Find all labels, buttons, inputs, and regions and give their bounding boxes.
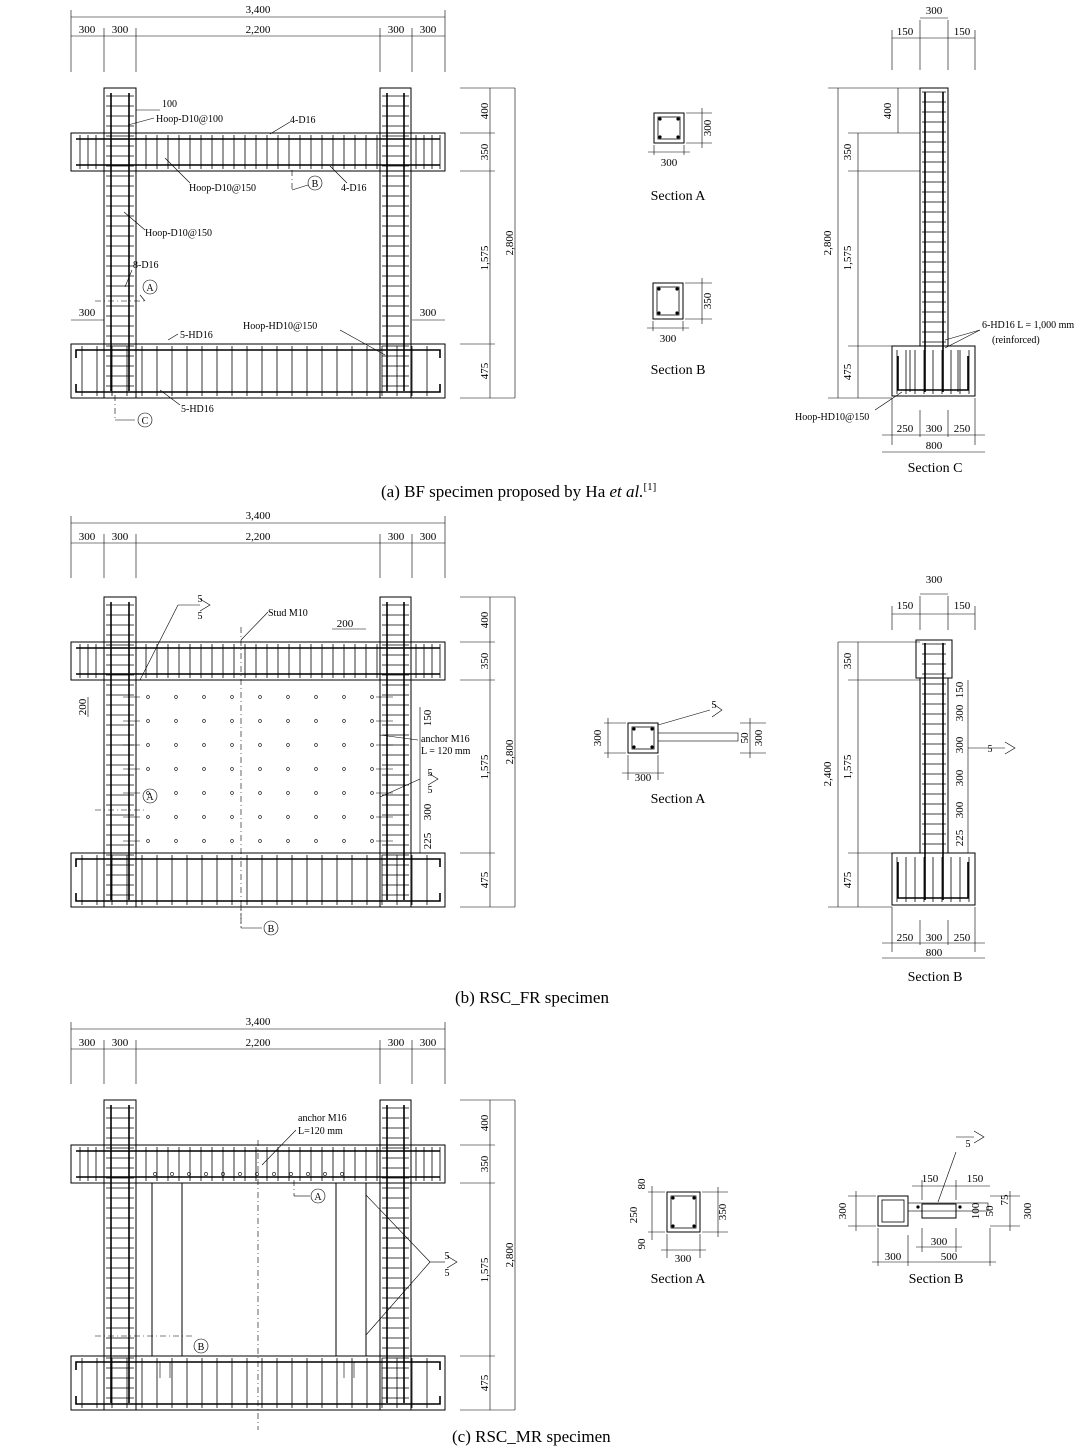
sec-b-inner-6: 225 (954, 829, 966, 847)
stud-mark (231, 696, 234, 699)
stud-mark (315, 720, 318, 723)
sec-b-inner-2: 300 (954, 704, 966, 722)
stud-mark (371, 768, 374, 771)
sec-a-width: 300 (674, 1253, 692, 1265)
stud-mark (231, 744, 234, 747)
sec-b-top: 300 (925, 574, 943, 586)
side-dim-1575: 1,575 (479, 1257, 491, 1283)
stud-mark (289, 1172, 292, 1175)
side-dim-350: 350 (479, 652, 491, 670)
stud-mark (340, 1172, 343, 1175)
stud-mark (147, 696, 150, 699)
label-100: 100 (162, 99, 177, 110)
sec-b-bot-total: 800 (925, 947, 943, 959)
sec-c-hoop: Hoop-HD10@150 (795, 412, 870, 423)
sec-b-weld: 5 (987, 744, 993, 755)
stud-mark (343, 792, 346, 795)
label-beam-hoop: Hoop-D10@150 (189, 183, 256, 194)
side-total: 2,800 (504, 739, 516, 765)
sec-a-80: 80 (636, 1178, 648, 1190)
caption-b: (b) RSC_FR specimen (455, 988, 609, 1007)
top-dim-3: 2,200 (245, 24, 271, 36)
stud-mark (343, 696, 346, 699)
tag-b-letter: B (197, 1342, 205, 1353)
tag-a-letter: A (314, 1192, 322, 1203)
sec-c-side-475: 475 (842, 363, 854, 381)
side-dim-475: 475 (479, 871, 491, 889)
steel-plate (658, 733, 738, 741)
label-beam-bot: 4-D16 (341, 183, 367, 194)
label-stud: Stud M10 (268, 608, 308, 619)
stud-mark (371, 744, 374, 747)
side-total: 2,800 (504, 230, 516, 256)
sec-c-title: Section C (907, 461, 963, 476)
caption-c: (c) RSC_MR specimen (452, 1427, 611, 1446)
tag-b-letter: B (267, 924, 275, 935)
stud-mark (231, 816, 234, 819)
sec-b-inner-3: 300 (954, 736, 966, 754)
section-b-detail (647, 278, 714, 378)
label-col-bars: 8-D16 (133, 260, 159, 271)
side-dim-400: 400 (479, 611, 491, 629)
sec-c-side-1575: 1,575 (842, 245, 854, 271)
weld-c-1: 5 (444, 1251, 450, 1262)
stud-mark (259, 720, 262, 723)
label-r300: 300 (422, 803, 434, 821)
sec-c-bot-1: 250 (896, 423, 914, 435)
stud-mark (175, 816, 178, 819)
label-beam-top: 4-D16 (290, 115, 316, 126)
section-a-detail (628, 1178, 729, 1287)
sec-b-side-475: 475 (842, 871, 854, 889)
sec-b-bot-2: 300 (925, 932, 943, 944)
sec-b-bot-1: 250 (896, 932, 914, 944)
weld-top-1: 5 (197, 594, 203, 605)
stud-mark (371, 816, 374, 819)
sec-a-height: 300 (702, 119, 714, 137)
panel-c (71, 1016, 1034, 1446)
sec-b-b300b: 300 (884, 1251, 902, 1263)
sec-c-bot-total: 800 (925, 440, 943, 452)
label-200: 200 (336, 618, 354, 630)
label-hoop100: Hoop-D10@100 (156, 114, 223, 125)
label-anchor2: L=120 mm (298, 1126, 343, 1137)
side-dim-475: 475 (479, 362, 491, 380)
stud-mark (259, 696, 262, 699)
caption-a-ital: et al. (609, 482, 644, 501)
sec-b-title: Section B (908, 1272, 964, 1287)
stud-mark (203, 720, 206, 723)
sec-b-h: 300 (837, 1202, 849, 1220)
top-dim-5: 300 (419, 1037, 437, 1049)
stud-mark (343, 744, 346, 747)
side-dim-1575: 1,575 (479, 754, 491, 780)
sec-b-w2: 150 (966, 1173, 984, 1185)
stud-mark (343, 768, 346, 771)
label-col-hoop: Hoop-D10@150 (145, 228, 212, 239)
base-left-dim: 300 (78, 307, 96, 319)
stud-mark (175, 840, 178, 843)
stud-mark (315, 792, 318, 795)
stud-mark (231, 768, 234, 771)
sec-c-side-350: 350 (842, 143, 854, 161)
side-dimensions (460, 1100, 516, 1410)
sec-b-w1: 150 (921, 1173, 939, 1185)
stud-mark (315, 744, 318, 747)
top-dim-1: 300 (78, 1037, 96, 1049)
tag-a-letter: A (146, 792, 154, 803)
sec-b-inner-5: 300 (954, 801, 966, 819)
steel-column-left (152, 1183, 182, 1356)
top-total: 3,400 (245, 1016, 271, 1028)
top-dim-4: 300 (387, 1037, 405, 1049)
section-b-detail (822, 574, 1015, 985)
sec-b-top-right: 150 (953, 600, 971, 612)
stud-mark (287, 744, 290, 747)
stud-mark (238, 1172, 241, 1175)
sec-b-b300: 300 (930, 1236, 948, 1248)
stud-mark (287, 816, 290, 819)
sec-b-t75: 75 (999, 1194, 1011, 1206)
stud-mark (315, 768, 318, 771)
label-base-hoop: Hoop-HD10@150 (243, 321, 318, 332)
stud-mark (315, 840, 318, 843)
stud-mark (315, 696, 318, 699)
top-dim-4: 300 (387, 24, 405, 36)
stud-mark (147, 768, 150, 771)
stud-mark (343, 816, 346, 819)
stud-mark (306, 1172, 309, 1175)
side-dim-475: 475 (479, 1374, 491, 1392)
stud-mark (203, 792, 206, 795)
stud-mark (371, 792, 374, 795)
stud-mark (203, 816, 206, 819)
stud-mark (203, 840, 206, 843)
side-dim-350: 350 (479, 143, 491, 161)
stud-mark (147, 816, 150, 819)
stud-mark (371, 840, 374, 843)
sec-a-title: Section A (650, 189, 706, 204)
tag-a-letter: A (146, 283, 154, 294)
sec-a-width: 300 (660, 157, 678, 169)
side-total: 2,800 (504, 1242, 516, 1268)
stud-mark (343, 840, 346, 843)
stud-mark (175, 792, 178, 795)
base-right-dim: 300 (419, 307, 437, 319)
caption-a-ref: [1] (643, 481, 657, 493)
sec-a-title: Section A (650, 1272, 706, 1287)
panel-c-labels (262, 1113, 457, 1335)
top-total: 3,400 (245, 510, 271, 522)
sec-c-side-total: 2,800 (822, 230, 834, 256)
section-b-detail (837, 1131, 1034, 1287)
section-tag-b (292, 170, 322, 190)
stud-mark (231, 792, 234, 795)
stud-mark (287, 792, 290, 795)
sec-a-250: 250 (628, 1206, 640, 1224)
label-anchor1: anchor M16 (421, 734, 470, 745)
stud-mark (259, 840, 262, 843)
steel-column-right (336, 1183, 366, 1356)
stud-mark (170, 1172, 173, 1175)
sec-b-title: Section B (907, 970, 963, 985)
top-dim-5: 300 (419, 24, 437, 36)
caption-a (381, 481, 656, 501)
stud-mark (315, 816, 318, 819)
top-dimensions (71, 510, 445, 578)
stud-mark (259, 744, 262, 747)
stud-mark (203, 744, 206, 747)
top-dim-2: 300 (111, 1037, 129, 1049)
sec-b-side-350: 350 (842, 652, 854, 670)
sec-b-inner-4: 300 (954, 769, 966, 787)
section-a-detail (592, 700, 766, 807)
sec-a-t: 50 (739, 732, 751, 744)
sec-b-title: Section B (650, 363, 706, 378)
stud-mark (153, 1172, 156, 1175)
panel-b (71, 510, 1015, 1007)
top-dim-2: 300 (111, 24, 129, 36)
side-dim-1575: 1,575 (479, 245, 491, 271)
sec-c-top-right: 150 (953, 26, 971, 38)
stud-mark (323, 1172, 326, 1175)
frame-elevation (71, 597, 445, 927)
stud-mark (259, 768, 262, 771)
sec-b-bot-3: 250 (953, 932, 971, 944)
sec-a-height: 300 (592, 729, 604, 747)
label-anchor2: L = 120 mm (421, 746, 471, 757)
sec-b-height: 350 (702, 292, 714, 310)
frame-elevation (71, 88, 445, 398)
label-anchor1: anchor M16 (298, 1113, 347, 1124)
sec-c-note2: (reinforced) (992, 335, 1040, 346)
sec-b-width: 300 (659, 333, 677, 345)
label-r225: 225 (422, 832, 434, 850)
side-dim-400: 400 (479, 102, 491, 120)
stud-mark (371, 696, 374, 699)
stud-mark (147, 744, 150, 747)
label-r150: 150 (422, 709, 434, 727)
top-dimensions (71, 4, 445, 72)
stud-mark (371, 720, 374, 723)
sec-c-note1: 6-HD16 L = 1,000 mm (982, 320, 1075, 331)
side-dim-350: 350 (479, 1155, 491, 1173)
label-base-top: 5-HD16 (180, 330, 213, 341)
label-left-200: 200 (77, 698, 89, 716)
weld-c-2: 5 (444, 1268, 450, 1279)
sec-c-top-left: 150 (896, 26, 914, 38)
stud-mark (259, 792, 262, 795)
stud-mark (175, 720, 178, 723)
stud-mark (231, 840, 234, 843)
stud-mark (204, 1172, 207, 1175)
rebar-labels (124, 99, 385, 415)
sec-b-b500: 500 (940, 1251, 958, 1263)
sec-b-top-left: 150 (896, 600, 914, 612)
frame-hoops (80, 96, 440, 396)
stud-mark (259, 816, 262, 819)
stud-mark (175, 744, 178, 747)
sec-b-weld: 5 (965, 1139, 971, 1150)
sec-b-t100: 100 (970, 1202, 982, 1220)
weld-right-2: 5 (427, 785, 433, 796)
stud-mark (343, 720, 346, 723)
top-dim-3: 2,200 (245, 1037, 271, 1049)
sec-c-bot-3: 250 (953, 423, 971, 435)
section-c-detail (795, 5, 1074, 476)
side-dimensions (460, 88, 516, 398)
sec-b-t50: 50 (984, 1205, 996, 1217)
sec-a-height: 350 (717, 1203, 729, 1221)
label-base-bot: 5-HD16 (181, 404, 214, 415)
top-dim-3: 2,200 (245, 531, 271, 543)
stud-mark (147, 720, 150, 723)
top-dim-1: 300 (78, 531, 96, 543)
stud-mark (203, 768, 206, 771)
section-tag-c (115, 395, 152, 427)
weld-a: 5 (711, 700, 717, 711)
stud-mark (287, 696, 290, 699)
section-a-detail (648, 108, 714, 204)
stud-mark (287, 840, 290, 843)
caption-a-text: (a) BF specimen proposed by Ha (381, 482, 610, 501)
tag-b-letter: B (311, 179, 319, 190)
sec-c-side-400: 400 (882, 102, 894, 120)
sec-b-inner-1: 150 (954, 681, 966, 699)
sec-a-height2: 300 (753, 729, 765, 747)
stud-mark (203, 696, 206, 699)
stud-mark (287, 768, 290, 771)
top-dim-5: 300 (419, 531, 437, 543)
stud-mark (287, 720, 290, 723)
panel-a (71, 4, 1074, 501)
stud-mark (175, 696, 178, 699)
stud-mark (147, 840, 150, 843)
top-dim-2: 300 (111, 531, 129, 543)
top-dim-1: 300 (78, 24, 96, 36)
sec-b-h2: 300 (1022, 1202, 1034, 1220)
top-dim-4: 300 (387, 531, 405, 543)
section-tag-b (241, 905, 278, 935)
stud-mark (231, 720, 234, 723)
frame-elevation (71, 1100, 445, 1430)
sec-c-top: 300 (925, 5, 943, 17)
sec-a-title: Section A (650, 792, 706, 807)
top-total: 3,400 (245, 4, 271, 16)
weld-right-1: 5 (427, 768, 433, 779)
steel-infill-panel (136, 680, 380, 853)
top-dimensions (71, 1016, 445, 1084)
weld-top-2: 5 (197, 611, 203, 622)
sec-a-width: 300 (634, 772, 652, 784)
tag-c-letter: C (141, 416, 149, 427)
stud-mark (175, 768, 178, 771)
stud-mark (272, 1172, 275, 1175)
side-dim-400: 400 (479, 1114, 491, 1132)
sec-b-side-1575: 1,575 (842, 754, 854, 780)
sec-b-side-total: 2,400 (822, 761, 834, 787)
sec-c-bot-2: 300 (925, 423, 943, 435)
sec-a-90: 90 (636, 1238, 648, 1250)
